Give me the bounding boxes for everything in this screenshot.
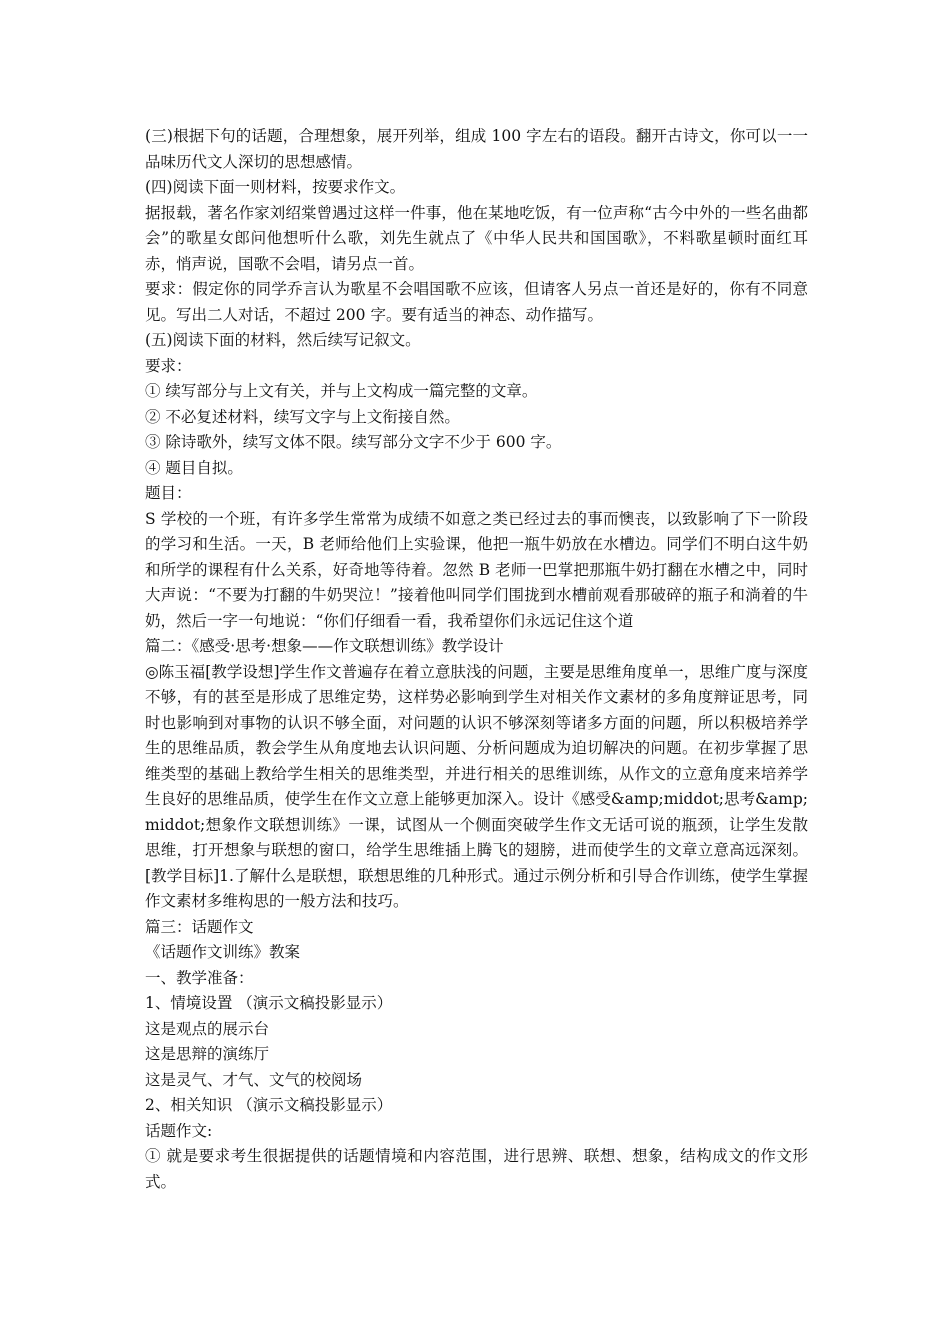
paragraph-milk-story: S 学校的一个班，有许多学生常常为成绩不如意之类已经过去的事而懊丧，以致影响了下一阶段的学习和生活。一天，B 老师给他们上实验课，他把一瓶牛奶放在水槽边。同学们不明白这牛奶和所学的课程有什么关系，好奇地等待着。忽然 B 老师一巴掌把那瓶牛奶打翻在水槽之中，同时大声说：“不要为打翻的牛奶哭泣！”接着他叫同学们围拢到水槽前观看那破碎的瓶子和淌着的牛奶，然后一字一句地说：“你们仔细看一看，我希望你们永远记住这个道: [145, 509, 808, 630]
list-item-requirement-1: ① 续写部分与上文有关，并与上文构成一篇完整的文章。: [145, 382, 538, 400]
paragraph-teaching-prep: 一、教学准备：: [145, 968, 254, 987]
paragraph-topic-three: (三)根据下句的话题，合理想象，展开列举，组成 100 字左右的语段。翻开古诗文，你可以一一品味历代文人深切的思想感情。: [145, 127, 808, 171]
paragraph-teaching-design: ◎陈玉福[教学设想]学生作文普遍存在着立意肤浅的问题，主要是思维角度单一，思维广度与深度不够，有的甚至是形成了思维定势，这样势必影响到学生对相关作文素材的多角度辩证思考，同时也影响到对事物的认识不够全面，对问题的认识不够深刻等诸多方面的问题，所以积极培养学生的思维品质，教会学生从角度地去认识问题、分析问题成为迫切解决的问题。在初步掌握了思维类型的基础上教给学生相关的思维类型，并进行相关的思维训练，从作文的立意角度来培养学生良好的思维品质，使学生在作文立意上能够更加深入。设计《感受&amp;middot;思考&amp;middot;想象作文联想训练》一课，试图从一个侧面突破学生作文无话可说的瓶颈，让学生发散思维，打开想象与联想的窗口，给学生思维插上腾飞的翅膀，进而使学生的文章立意高远深刻。[教学目标]1.了解什么是联想，联想思维的几种形式。通过示例分析和引导合作训练，使学生掌握作文素材多维构思的一般方法和技巧。: [145, 662, 808, 910]
paragraph-topic-essay-label: 话题作文:: [145, 1121, 213, 1140]
paragraph-scenario-line-1: 这是观点的展示台: [145, 1019, 270, 1038]
section-heading-part-two: 篇二：《感受·思考·想象——作文联想训练》教学设计: [145, 637, 504, 655]
paragraph-scenario-line-3: 这是灵气、才气、文气的校阅场: [145, 1070, 363, 1089]
list-item-requirement-2: ② 不必复述材料，续写文字与上文衔接自然。: [145, 407, 460, 426]
paragraph-scenario-line-2: 这是思辩的演练厅: [145, 1045, 270, 1063]
list-item-requirement-3: ③ 除诗歌外，续写文体不限。续写部分文字不少于 600 字。: [145, 433, 562, 451]
paragraph-title-label: 题目：: [145, 484, 192, 502]
paragraph-topic-four-heading: (四)阅读下面一则材料，按要求作文。: [145, 178, 406, 196]
document-page: [145, 124, 808, 1195]
paragraph-related-knowledge: 2、相关知识 （演示文稿投影显示）: [145, 1096, 393, 1114]
list-item-requirement-4: ④ 题目自拟。: [145, 458, 243, 477]
paragraph-requirement-dialogue: 要求：假定你的同学乔言认为歌星不会唱国歌不应该，但请客人另点一首还是好的，你有不同意见。写出二人对话，不超过 200 字。要有适当的神态、动作描写。: [145, 280, 808, 324]
paragraph-requirements-label: 要求：: [145, 356, 192, 375]
list-item-topic-essay-definition: ① 就是要求考生很据提供的话题情境和内容范围，进行思辨、联想、想象，结构成文的作文形式。: [145, 1147, 808, 1191]
paragraph-scenario-setup: 1、情境设置 （演示文稿投影显示）: [145, 994, 393, 1012]
paragraph-topic-five-heading: (五)阅读下面的材料，然后续写记叙文。: [145, 331, 421, 349]
section-heading-part-three: 篇三：话题作文: [145, 917, 254, 936]
paragraph-lesson-plan-title: 《话题作文训练》教案: [145, 943, 301, 961]
paragraph-material-story: 据报载，著名作家刘绍棠曾遇过这样一件事，他在某地吃饭，有一位声称“古今中外的一些名曲都会”的歌星女郎问他想听什么歌，刘先生就点了《中华人民共和国国歌》，不料歌星顿时面红耳赤，悄声说，国歌不会唱，请另点一首。: [145, 203, 808, 273]
